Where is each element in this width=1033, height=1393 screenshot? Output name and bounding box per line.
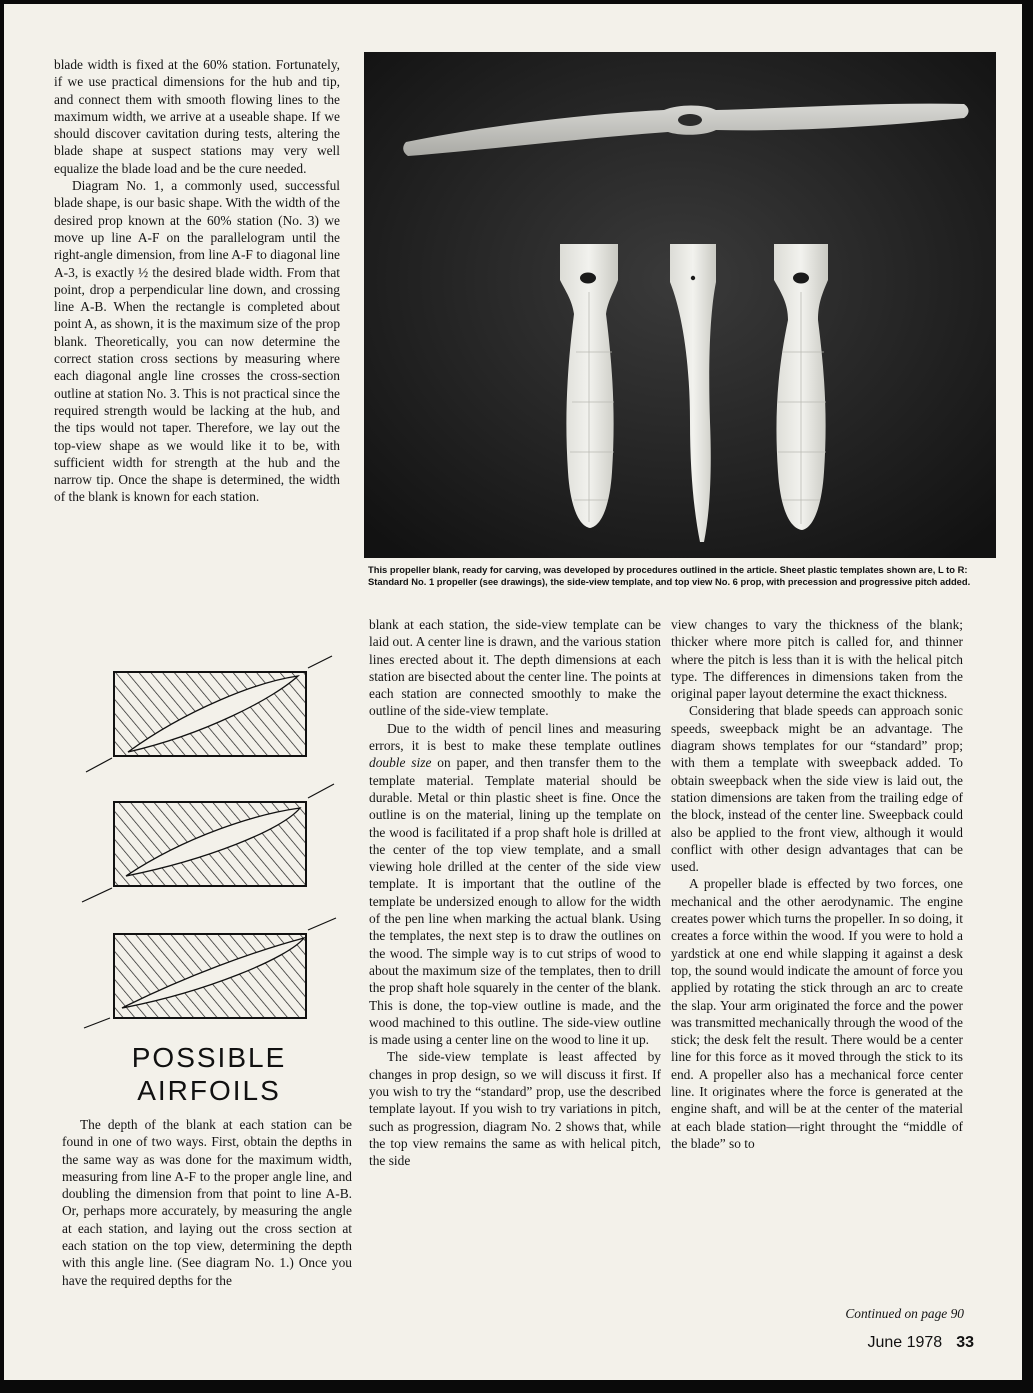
propeller-photo-illustration [364, 52, 996, 558]
airfoil-figure-1 [86, 656, 332, 772]
photo-caption: This propeller blank, ready for carving, was developed by procedures outlined in the article. Sheet plastic templates shown are, L to R: Standard No. 1 propeller (see drawings), the side-view template, and top view No. 6 prop, with precession and progressive pitch added. [368, 564, 971, 587]
paragraph: The side-view template is least affected by changes in prop design, so we will discuss it first. If you wish to try the “standard” prop, use the described template layout. If you wish to try variations in pitch, such as progression, diagram No. 2 shows that, while the top view remains the same as with helical pitch, the side [369, 1049, 661, 1169]
paragraph: view changes to vary the thickness of the blank; thicker where more pitch is called for, and thinner where the pitch is less than it is with the helical pitch type. The differences in dimensions taken from the original paper layout determine the exact thickness. [671, 617, 963, 702]
page-number: 33 [956, 1334, 974, 1351]
continued-notice: Continued on page 90 [845, 1306, 964, 1321]
airfoil-figure-2 [82, 784, 334, 902]
airfoil-diagram [76, 654, 346, 1034]
page-footer [824, 1334, 974, 1352]
diagram-title [64, 1041, 354, 1107]
paragraph: blade width is fixed at the 60% station. Fortunately, if we use practical dimensions for the hub and tip, and connect them with smooth flowing lines to the maximum width, we arrive at a useable shape. If we should discover cavitation during tests, altering the blade shape at suspect stations may very well equalize the blade load and be the cure needed. [54, 57, 340, 176]
text-column-2 [369, 616, 661, 1170]
paragraph: Due to the width of pencil lines and measuring errors, it is best to make these template outlines double size on paper, and then transfer them to the template material. Template material should be durable. Metal or thin plastic sheet is fine. Once the outline is on the material, lining up the template on the wood is facilitated if a prop shaft hole is drilled at the center of the top view template, and a small viewing hole drilled at the center of the side view template. It is important that the outline of the template be undersized enough to allow for the width of the pen line when marking the actual blank. Using the templates, the next step is to draw the outlines on the wood. The simple way is to cut strips of wood to about the maximum size of the templates, then to drill the prop shaft hole squarely in the center of the blank. This is done, the top-view outline is made, and the wood machined to this outline. The side-view outline is made using a center line on the wood to line it up. [369, 720, 661, 1048]
issue-date: June 1978 [867, 1334, 943, 1351]
diagram-title-line-1: POSSIBLE [131, 1042, 287, 1073]
airfoil-figure-3 [84, 918, 336, 1028]
text-column-3 [671, 616, 963, 1152]
paragraph: blank at each station, the side-view template can be laid out. A center line is drawn, and the various station lines erected about it. The depth dimensions at each station are bisected about the center line. The points at each station are connected smoothly to make the outline of the side-view template. [369, 617, 661, 719]
text-column-1 [54, 56, 340, 506]
paragraph: A propeller blade is effected by two forces, one mechanical and the other aerodynamic. The engine creates power which turns the propeller. In so doing, it creates a force within the wood. If you were to hold a yardstick at one end while slapping it against a desk top, the sound would indicate the amount of force you applied by rotating the stick through an arc to create the slap. Your arm originated the force and the power was transmitted mechanically through the wood of the stick; the desk felt the result. There would be a center line for this force as it moved through the stick to its end. A propeller also has a mechanical force center line. It originates where the force is generated at the engine shaft, and will be at the center of the material at each blade station—right throught the “middle of the blade” so to [671, 876, 963, 1151]
text-column-1-lower [62, 1116, 352, 1289]
paragraph: Diagram No. 1, a commonly used, successful blade shape, is our basic shape. With the width of the desired prop known at the 60% station (No. 3) we move up line A-F on the parallelogram until the right-angle dimension, from line A-F to diagonal line A-3, is exactly ½ the desired blade width. From that point, drop a perpendicular line down, and crossing line A-B. When the rectangle is completed about point A, as shown, it is the maximum size of the prop blank. Theoretically, you can now determine the correct station cross sections by measuring where each diagonal angle line crosses the cross-section outline at station No. 3. This is not practical since the required strength would be lacking at the hub, and the tips would not taper. Therefore, we lay out the top-view shape as we would like it to be, with sufficient width for strength at the hub and the narrow tip. Once the shape is determined, the width of the blank is known for each station. [54, 178, 341, 505]
paragraph: Considering that blade speeds can approach sonic speeds, sweepback might be an advantage. The diagram shows templates for our “standard” prop; with them a template with sweepback added. To obtain sweepback when the side view is laid out, the station dimensions are taken from the trailing edge of the block, instead of the center line. Sweepback could also be applied to the front view, although it would conflict with other design advantages that can be used. [671, 703, 963, 875]
magazine-page [4, 4, 1022, 1380]
propeller-photo [364, 52, 996, 558]
diagram-title-line-2: AIRFOILS [137, 1075, 281, 1106]
paragraph: The depth of the blank at each station can be found in one of two ways. First, obtain the depths in the same way as was done for the maximum width, measuring from line A-F to the proper angle line, and doubling the dimension from that point to line A-B. Or, perhaps more accurately, by measuring the angle at each station, and laying out the cross section at each station on the top view, determining the depth with this angle line. (See diagram No. 1.) Once you have the required depths for the [62, 1117, 352, 1288]
